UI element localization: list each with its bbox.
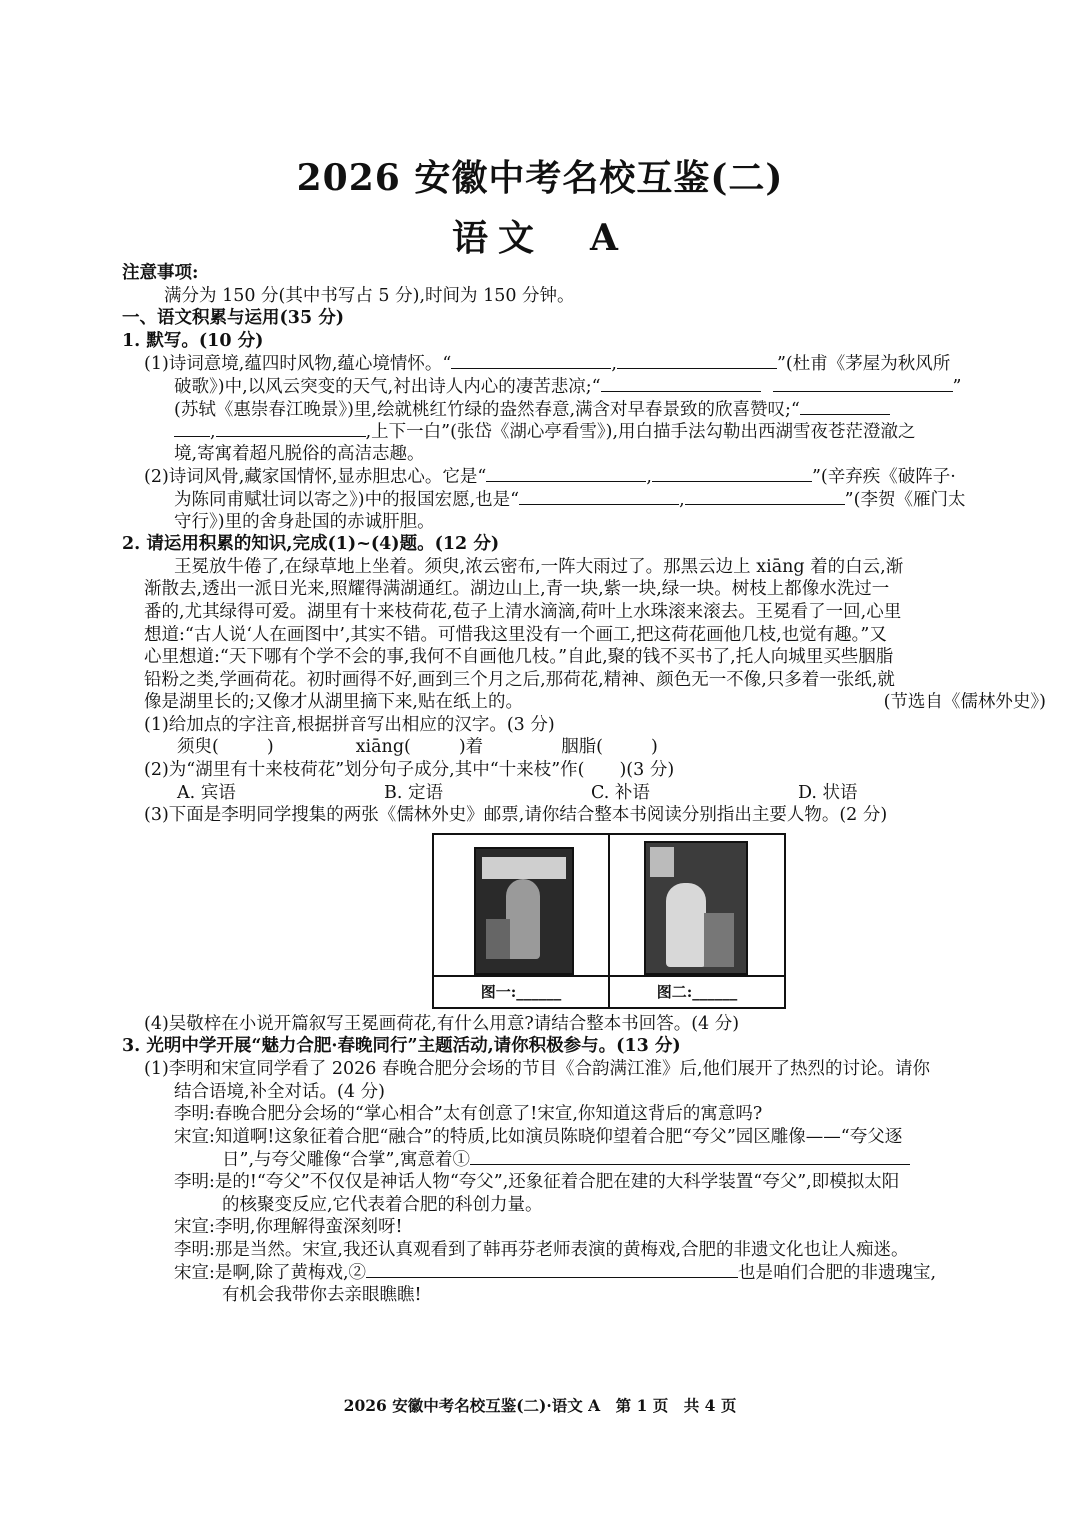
text: xiāng( <box>355 737 411 758</box>
answer-blank[interactable] <box>451 352 611 369</box>
text: ”(辛弃疾《破阵子· <box>811 467 956 488</box>
stamp-caption-2: 图二:______ <box>608 977 784 1007</box>
q2-sub1-title: (1)给加点的字注音,根据拼音写出相应的汉字。(3 分) <box>144 714 555 735</box>
page-footer: 2026 安徽中考名校互鉴(二)·语文 A 第 1 页 共 4 页 <box>343 1396 737 1415</box>
option-a[interactable]: A. 宾语 <box>177 782 236 803</box>
passage-line <box>122 691 1052 714</box>
q2-sub3-title: (3)下面是李明同学搜集的两张《儒林外史》邮票,请你结合整本书阅读分别指出主要人物。(2 分) <box>144 805 888 826</box>
q2-sub2-title: (2)为“湖里有十来枝荷花”划分句子成分,其中“十来枝”作( )(3 分) <box>144 760 675 781</box>
dialogue-line <box>122 1148 1052 1171</box>
answer-blank[interactable] <box>652 465 812 482</box>
text: ,上下一白”(张岱《湖心亭看雪》),用白描手法勾勒出西湖雪夜苍茫澄澈之 <box>365 422 916 443</box>
text: ”(李贺《雁门太 <box>844 489 966 510</box>
text: 胭脂( <box>561 737 604 758</box>
q3-sub1-line1: (1)李明和宋宣同学看了 2026 春晚合肥分会场的节目《合韵满江淮》后,他们展开了热烈的讨论。请你 <box>144 1059 931 1080</box>
answer-blank[interactable] <box>486 465 646 482</box>
dialogue-line: 李明:那是当然。宋宣,我还认真观看到了韩再芬老师表演的黄梅戏,合肥的非遗文化也让人痴迷。 <box>174 1239 909 1260</box>
text: , <box>611 354 617 375</box>
q2-sub1-items <box>122 736 1052 759</box>
text: ) <box>651 737 658 758</box>
text: )着 <box>458 737 484 758</box>
text: (苏轼《惠崇春江晚景》)里,绘就桃红竹绿的盎然春意,满含对早春景致的欣喜赞叹;“ <box>174 399 800 420</box>
text: 破歌》)中,以风云突变的天气,衬出诗人内心的凄苦悲凉;“ <box>174 376 601 397</box>
passage-line: 王冕放牛倦了,在绿草地上坐着。须臾,浓云密布,一阵大雨过了。那黑云边上 xiāng 着的白云,渐 <box>174 556 904 577</box>
answer-blank[interactable] <box>685 488 845 505</box>
dialogue-line: 有机会我带你去亲眼瞧瞧! <box>222 1284 422 1305</box>
text: ) <box>266 737 274 758</box>
answer-blank[interactable] <box>519 488 679 505</box>
passage-line: 心里想道:“天下哪有个学不会的事,我何不自画他几枝。”自此,聚的钱不买书了,托人向城里买些胭脂 <box>144 647 894 668</box>
text: 日”,与夸父雕像“合掌”,寓意着① <box>222 1150 470 1171</box>
stamp-figure <box>432 833 786 1009</box>
text: , <box>210 422 216 443</box>
stamp-caption-1: 图一:______ <box>480 982 562 1001</box>
text: ” <box>952 376 962 397</box>
q2-sub2-options <box>122 782 1052 805</box>
q1-p2-line3: 守行》)里的舍身赴国的赤诚肝胆。 <box>174 511 435 532</box>
passage-line: 番的,尤其绿得可爱。湖里有十来枝荷花,苞子上清水滴滴,荷叶上水珠滚来滚去。王冕看了一回,心里 <box>144 601 902 622</box>
q1-p1-line3 <box>122 398 1052 421</box>
stamp-image-2 <box>644 841 748 975</box>
stamp-image-1 <box>474 847 574 975</box>
passage-line: 渐散去,透出一派日光来,照耀得满湖通红。湖边山上,青一块,紫一块,绿一块。树枝上都像水洗过一 <box>144 579 890 600</box>
text: ”(杜甫《茅屋为秋风所 <box>776 354 951 375</box>
q1-p1-line5: 境,寄寓着超凡脱俗的高洁志趣。 <box>174 443 425 464</box>
passage-source: (节选自《儒林外史》) <box>883 692 1046 713</box>
q1-p2-line1 <box>122 465 1052 488</box>
q1-p1-line2 <box>122 375 1052 398</box>
notes-heading: 注意事项: <box>122 263 199 283</box>
dialogue-line <box>122 1261 1052 1284</box>
text: 为陈同甫赋壮词以寄之》)中的报国宏愿,也是“ <box>174 489 520 510</box>
answer-blank[interactable] <box>470 1148 910 1165</box>
text: 也是咱们合肥的非遗瑰宝, <box>738 1263 937 1284</box>
notes-body: 满分为 150 分(其中书写占 5 分),时间为 150 分钟。 <box>164 285 575 306</box>
dialogue-line: 李明:春晚合肥分会场的“掌心相合”太有创意了!宋宣,你知道这背后的寓意吗? <box>174 1104 763 1125</box>
answer-blank[interactable] <box>366 1261 738 1278</box>
exam-content <box>122 262 1052 1307</box>
option-d[interactable]: D. 状语 <box>798 782 858 803</box>
q2-title: 2. 请运用积累的知识,完成(1)~(4)题。(12 分) <box>122 534 500 555</box>
q1-p1-line1 <box>122 352 1052 375</box>
text: 宋宣:是啊,除了黄梅戏,② <box>174 1263 367 1284</box>
q3-sub1-line2: 结合语境,补全对话。(4 分) <box>174 1081 385 1102</box>
answer-blank[interactable] <box>773 375 953 392</box>
option-c[interactable]: C. 补语 <box>591 782 650 803</box>
answer-blank[interactable] <box>601 375 761 392</box>
text: (1)诗词意境,蕴四时风物,蕴心境情怀。“ <box>144 354 452 375</box>
stamp-captions <box>434 975 784 1007</box>
answer-blank[interactable] <box>617 352 777 369</box>
answer-blank[interactable] <box>800 398 890 415</box>
text: (2)诗词风骨,藏家国情怀,显赤胆忠心。它是“ <box>144 467 487 488</box>
q1-p2-line2 <box>122 488 1052 511</box>
exam-title: 2026 安徽中考名校互鉴(二) <box>296 157 784 199</box>
dialogue-line: 的核聚变反应,它代表着合肥的科创力量。 <box>222 1194 543 1215</box>
option-b[interactable]: B. 定语 <box>384 782 443 803</box>
dialogue-line: 李明:是的!“夸父”不仅仅是神话人物“夸父”,还象征着合肥在建的大科学装置“夸父”,即模拟太阳 <box>174 1172 900 1192</box>
text: 像是湖里长的;又像才从湖里摘下来,贴在纸上的。 <box>144 692 523 713</box>
dialogue-line: 宋宣:知道啊!这象征着合肥“融合”的特质,比如演员陈晓仰望着合肥“夸父”园区雕像——“夸父逐 <box>174 1126 903 1147</box>
q2-sub4-title: (4)吴敬梓在小说开篇叙写王冕画荷花,有什么用意?请结合整本书回答。(4 分) <box>144 1013 740 1034</box>
passage-line: 想道:“古人说‘人在画图中’,其实不错。可惜我这里没有一个画工,把这荷花画他几枝,也觉有趣。”又 <box>144 624 887 645</box>
q3-title: 3. 光明中学开展“魅力合肥·春晚同行”主题活动,请你积极参与。(13 分) <box>122 1036 681 1057</box>
section-heading: 一、语文积累与运用(35 分) <box>122 308 345 329</box>
text: , <box>646 467 652 488</box>
passage-line: 铅粉之类,学画荷花。初时画得不好,画到三个月之后,那荷花,精神、颜色无一不像,只多着一张纸,就 <box>144 669 895 690</box>
subject-title: 语文 A <box>452 217 628 259</box>
q1-title: 1. 默写。(10 分) <box>122 330 264 351</box>
q1-p1-line4 <box>122 420 1052 443</box>
dialogue-line: 宋宣:李明,你理解得蛮深刻呀! <box>174 1217 403 1238</box>
answer-blank[interactable] <box>216 420 366 437</box>
text: , <box>679 489 685 510</box>
answer-blank[interactable] <box>174 420 210 437</box>
text: 须臾( <box>177 737 219 758</box>
